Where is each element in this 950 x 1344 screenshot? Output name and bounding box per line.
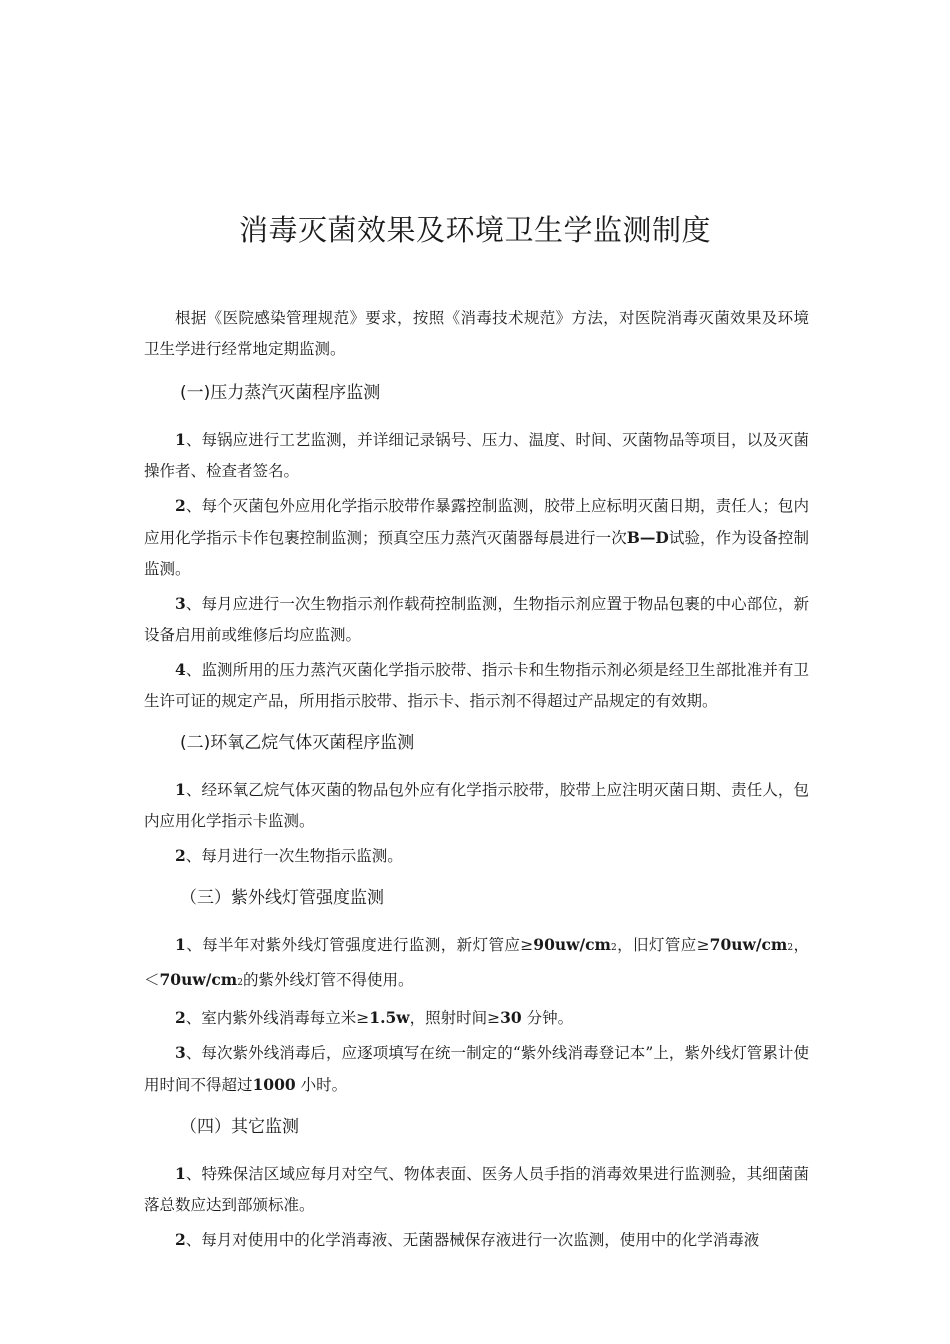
section-1-item-3 (144, 588, 809, 651)
item-text: 试验，作为设备控制监测。 (144, 529, 809, 578)
document-title: 消毒灭菌效果及环境卫生学监测制度 (238, 213, 711, 247)
item-text: 、每月应进行一次生物指示剂作载荷控制监测，生物指示剂应置于物品包裹的中心部位，新设备启用前或维修后均应监测。 (144, 595, 809, 644)
item-text: 、每个灭菌包外应用化学指示胶带作暴露控制监测，胶带上应标明灭菌日期，责任人；包内应用化学指示卡作包裹控制监测；预真空压力蒸汽灭菌器每晨进行一次 (144, 497, 809, 547)
section-4-item-2 (144, 1224, 809, 1256)
intensity-value: 90uw/cm (533, 935, 611, 954)
item-number: 2 (175, 496, 186, 515)
section-2-item-2 (144, 840, 809, 872)
item-text: 、监测所用的压力蒸汽灭菌化学指示胶带、指示卡和生物指示剂必须是经卫生部批准并有卫生许可证的规定产品，所用指示胶带、指示卡、指示剂不得超过产品规定的有效期。 (144, 661, 809, 710)
item-text: ，照射时间≥ (409, 1009, 501, 1027)
item-text: 、每次紫外线消毒后，应逐项填写在统一制定的“紫外线消毒登记本”上，紫外线灯管累计使用时间不得超过 (144, 1044, 809, 1094)
section-1-item-4 (144, 654, 809, 717)
time-value: 30 (500, 1008, 522, 1027)
section-3-item-3 (144, 1037, 809, 1101)
item-text: ，旧灯管应≥ (616, 936, 710, 954)
unit-exponent: 2 (237, 978, 243, 988)
item-text: 、每月对使用中的化学消毒液、无菌器械保存液进行一次监测，使用中的化学消毒液 (185, 1231, 760, 1249)
document-body (144, 303, 809, 1259)
item-number: 3 (175, 594, 186, 613)
item-text: 的紫外线灯管不得使用。 (242, 971, 414, 989)
item-number: 1 (175, 1164, 186, 1183)
item-text: 、每半年对紫外线灯管强度进行监测，新灯管应≥ (185, 936, 534, 954)
section-heading-2: (二)环氧乙烷气体灭菌程序监测 (180, 733, 415, 753)
item-number: 1 (175, 935, 186, 954)
section-1-item-2 (144, 490, 809, 585)
section-3-item-2 (144, 1002, 809, 1034)
item-text: 、每月进行一次生物指示监测。 (185, 847, 403, 865)
section-2-item-1 (144, 774, 809, 837)
item-number: 1 (175, 430, 186, 449)
item-text: 、室内紫外线消毒每立米≥ (185, 1009, 370, 1027)
unit-exponent: 2 (787, 943, 794, 953)
item-text: 、特殊保洁区域应每月对空气、物体表面、医务人员手指的消毒效果进行监测验，其细菌菌落总数应达到部颁标准。 (144, 1165, 809, 1214)
power-value: 1.5w (369, 1008, 410, 1027)
item-text: 分钟。 (521, 1009, 574, 1027)
item-number: 2 (175, 1008, 186, 1027)
section-4-item-1 (144, 1158, 809, 1221)
section-1-item-1 (144, 424, 809, 487)
item-text: 、每锅应进行工艺监测，并详细记录锅号、压力、温度、时间、灭菌物品等项目，以及灭菌操作者、检查者签名。 (144, 431, 809, 480)
intensity-value: 70uw/cm (709, 935, 788, 954)
section-heading-4: （四）其它监测 (180, 1117, 299, 1137)
item-number: 2 (175, 1230, 186, 1249)
intro-paragraph: 根据《医院感染管理规范》要求，按照《消毒技术规范》方法，对医院消毒灭菌效果及环境卫生学进行经常地定期监测。 (144, 309, 809, 358)
item-number: 2 (175, 846, 186, 865)
item-text: ，＜ (144, 936, 809, 989)
hours-value: 1000 (252, 1075, 296, 1094)
section-heading-1: (一)压力蒸汽灭菌程序监测 (180, 383, 381, 403)
item-number: 4 (175, 660, 186, 679)
bd-test-label: B—D (626, 528, 669, 547)
intensity-value: 70uw/cm (159, 970, 238, 989)
unit-exponent: 2 (610, 943, 617, 953)
item-number: 3 (175, 1043, 186, 1062)
section-3-item-1 (144, 929, 809, 999)
item-text: 、经环氧乙烷气体灭菌的物品包外应有化学指示胶带，胶带上应注明灭菌日期、责任人，包内应用化学指示卡监测。 (144, 781, 809, 830)
item-number: 1 (175, 780, 186, 799)
item-text: 小时。 (295, 1076, 348, 1094)
section-heading-3: （三）紫外线灯管强度监测 (180, 888, 384, 908)
